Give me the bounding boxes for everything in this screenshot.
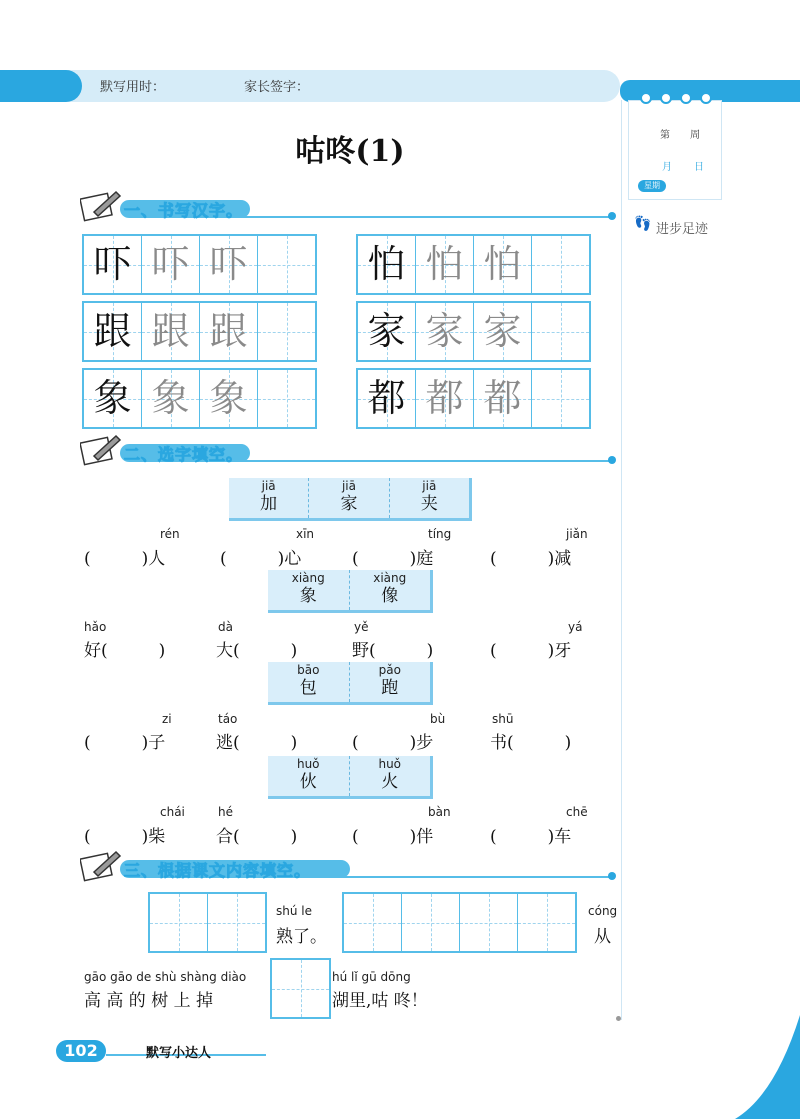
option: jiā 家 — [308, 478, 388, 518]
character-cell — [415, 303, 473, 360]
writing-grid-row — [356, 301, 591, 362]
pinyin: tíng — [428, 527, 452, 541]
text-segment: 从 — [594, 927, 611, 947]
character: 都 — [483, 376, 522, 420]
blank-writing-cell[interactable] — [272, 960, 329, 1017]
pinyin: yá — [568, 620, 583, 634]
progress-label: 进步足迹 — [656, 222, 709, 237]
weekday-badge: 星期 — [638, 180, 666, 192]
pinyin: hǎo — [84, 620, 107, 634]
month-label: 月 — [662, 162, 672, 173]
pinyin: rén — [160, 527, 180, 541]
character-cell — [358, 370, 415, 427]
blank-item[interactable]: ( )牙 — [490, 641, 572, 661]
section-3-header — [80, 856, 610, 882]
pinyin: hú lǐ gū dōng — [332, 970, 411, 984]
character-cell — [199, 303, 257, 360]
ring-icon — [640, 92, 652, 104]
character: 象 — [151, 376, 190, 420]
pinyin: shú le — [276, 904, 312, 918]
blank-writing-cell[interactable] — [344, 894, 401, 951]
character-cell — [473, 303, 531, 360]
writing-grid-row — [356, 368, 591, 429]
blank-item[interactable]: ( )心 — [220, 549, 302, 569]
week-suffix: 周 — [690, 130, 700, 141]
character: 跟 — [151, 309, 190, 353]
blank-grid — [342, 892, 577, 953]
day-label: 日 — [694, 162, 704, 173]
pinyin: hé — [218, 805, 233, 819]
week-label: 第 — [660, 130, 670, 141]
character: 怕 — [483, 242, 522, 286]
character-cell — [473, 370, 531, 427]
section-2-header — [80, 440, 610, 466]
page-corner-curl — [735, 1015, 800, 1119]
pinyin: gāo gāo de shù shàng diào — [84, 970, 247, 984]
pinyin: xīn — [296, 527, 315, 541]
section-3-title: 三、根据课文内容填空。 — [124, 861, 312, 880]
pinyin: bàn — [428, 805, 451, 819]
option-box-3 — [268, 662, 433, 705]
blank-item[interactable]: 合( ) — [216, 827, 298, 847]
blank-writing-cell[interactable] — [207, 894, 265, 951]
blank-item[interactable]: ( )柴 — [84, 827, 166, 847]
section-1-header — [80, 196, 610, 222]
pinyin: chái — [160, 805, 185, 819]
pinyin: bù — [430, 712, 446, 726]
blank-item[interactable]: 野( ) — [352, 641, 434, 661]
writing-grid-row — [82, 234, 317, 295]
footprint-icon: 👣 — [634, 216, 652, 232]
option: jiā 夹 — [389, 478, 469, 518]
character: 家 — [367, 309, 406, 353]
dictation-time-label: 默写用时： — [100, 80, 166, 95]
character: 家 — [483, 309, 522, 353]
blank-item[interactable]: ( )人 — [84, 549, 166, 569]
option: huǒ 火 — [349, 756, 431, 796]
pinyin: shū — [492, 712, 514, 726]
pinyin: zi — [162, 712, 172, 726]
option-box-2 — [268, 570, 433, 613]
header-tab — [0, 70, 82, 102]
writing-grid-row — [82, 368, 317, 429]
character: 象 — [93, 376, 132, 420]
option: xiàng 象 — [291, 571, 325, 606]
character-cell — [199, 370, 257, 427]
character: 怕 — [425, 242, 464, 286]
side-divider — [621, 100, 622, 1020]
blank-item[interactable]: 书( ) — [490, 733, 572, 753]
page-number: 102 — [56, 1040, 106, 1062]
pinyin: yě — [354, 620, 369, 634]
blank-writing-cell[interactable] — [517, 894, 575, 951]
text-segment: 熟了。 — [276, 927, 327, 947]
option-box-4 — [268, 756, 433, 799]
pen-icon — [80, 432, 124, 466]
blank-item[interactable]: ( )庭 — [352, 549, 434, 569]
character: 都 — [367, 376, 406, 420]
blank-writing-cell[interactable] — [531, 236, 589, 293]
character-cell — [415, 236, 473, 293]
blank-item[interactable]: ( )减 — [490, 549, 572, 569]
blank-item[interactable]: 大( ) — [216, 641, 298, 661]
blank-item[interactable]: 逃( ) — [216, 733, 298, 753]
ring-icon — [680, 92, 692, 104]
parent-signature-label: 家长签字： — [244, 80, 310, 95]
option-box-1 — [229, 478, 472, 521]
blank-item[interactable]: ( )子 — [84, 733, 166, 753]
character-cell — [415, 370, 473, 427]
blank-item[interactable]: ( )车 — [490, 827, 572, 847]
header-bar — [0, 70, 620, 102]
pinyin: chē — [566, 805, 588, 819]
section-1-title: 一、书写汉字。 — [124, 201, 244, 220]
character-cell — [84, 303, 141, 360]
blank-writing-cell[interactable] — [531, 370, 589, 427]
option: pǎo 跑 — [349, 662, 431, 702]
character-cell — [358, 236, 415, 293]
section-2-title: 二、选字填空。 — [124, 445, 244, 464]
option: bāo 包 — [297, 663, 320, 698]
character: 吓 — [93, 242, 132, 286]
character: 象 — [209, 376, 248, 420]
character: 吓 — [209, 242, 248, 286]
character: 吓 — [151, 242, 190, 286]
character: 都 — [425, 376, 464, 420]
ring-icon — [660, 92, 672, 104]
blank-writing-cell[interactable] — [257, 303, 315, 360]
character-cell — [141, 236, 199, 293]
pinyin: dà — [218, 620, 233, 634]
character-cell — [358, 303, 415, 360]
option: huǒ 伙 — [296, 757, 320, 792]
ring-icon — [700, 92, 712, 104]
blank-writing-cell[interactable] — [150, 894, 207, 951]
blank-writing-cell[interactable] — [257, 370, 315, 427]
page-title: 咕咚(1) — [295, 134, 405, 169]
pinyin: jiǎn — [566, 527, 588, 541]
blank-item[interactable]: ( )步 — [352, 733, 434, 753]
text-segment: 湖里,咕 咚！ — [332, 991, 428, 1011]
text-segment: 高 高 的 树 上 掉 — [84, 991, 214, 1011]
character-cell — [84, 370, 141, 427]
character: 家 — [425, 309, 464, 353]
blank-writing-cell[interactable] — [401, 894, 459, 951]
character-cell — [141, 303, 199, 360]
character: 怕 — [367, 242, 406, 286]
book-title: 默写小达人 — [146, 1046, 212, 1061]
blank-writing-cell[interactable] — [531, 303, 589, 360]
blank-writing-cell[interactable] — [459, 894, 517, 951]
option: xiàng 像 — [349, 570, 431, 610]
character: 跟 — [209, 309, 248, 353]
divider-end-dot — [616, 1016, 621, 1021]
writing-grid-row — [356, 234, 591, 295]
pinyin: táo — [218, 712, 238, 726]
blank-item[interactable]: 好( ) — [84, 641, 166, 661]
character-cell — [84, 236, 141, 293]
blank-writing-cell[interactable] — [257, 236, 315, 293]
blank-grid — [148, 892, 267, 953]
writing-grid-row — [82, 301, 317, 362]
character: 跟 — [93, 309, 132, 353]
blank-grid — [270, 958, 331, 1019]
blank-item[interactable]: ( )伴 — [352, 827, 434, 847]
pen-icon — [80, 188, 124, 222]
character-cell — [199, 236, 257, 293]
pen-icon — [80, 848, 124, 882]
character-cell — [473, 236, 531, 293]
pinyin: cóng — [588, 904, 618, 918]
character-cell — [141, 370, 199, 427]
option: jiā 加 — [260, 479, 278, 514]
